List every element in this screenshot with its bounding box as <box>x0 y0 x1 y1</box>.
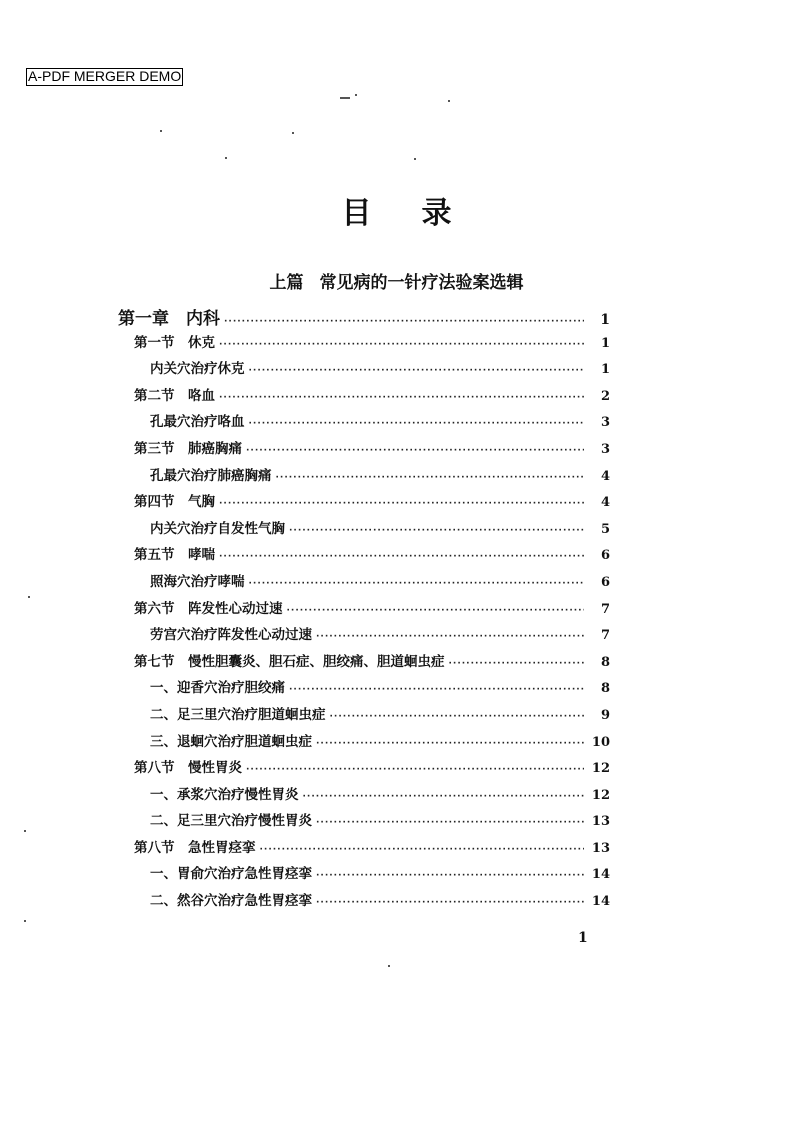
toc-entry-subsection[interactable] <box>118 623 610 650</box>
toc-entry-text: 内关穴治疗自发性气胸 <box>150 520 285 537</box>
toc-entry-section[interactable] <box>118 437 610 464</box>
toc-page-number: 5 <box>600 521 610 537</box>
toc-page-number: 14 <box>591 867 610 883</box>
toc-page-number: 7 <box>600 601 610 617</box>
toc-entry-subsection[interactable] <box>118 862 610 889</box>
toc-page-number: 12 <box>591 787 610 803</box>
toc-entry-text: 孔最穴治疗肺癌胸痛 <box>150 467 272 484</box>
toc-entry-text: 二、然谷穴治疗急性胃痉挛 <box>150 893 312 910</box>
toc-entry-subsection[interactable] <box>118 730 610 757</box>
toc-entry-section[interactable] <box>118 331 610 358</box>
toc-entry-subsection[interactable] <box>118 464 610 491</box>
toc-page-number: 3 <box>600 441 610 457</box>
toc-entry-text: 三、退蛔穴治疗胆道蛔虫症 <box>150 733 312 750</box>
toc-page-number: 9 <box>600 707 610 723</box>
dot-leader <box>316 898 584 908</box>
dot-leader <box>330 712 585 722</box>
toc-page-number: 13 <box>591 840 610 856</box>
scan-speck <box>28 596 30 598</box>
toc-entry-subsection[interactable] <box>118 703 610 730</box>
page-number: 1 <box>578 930 588 946</box>
dot-leader <box>249 579 585 589</box>
toc-page-number: 7 <box>600 628 610 644</box>
toc-page-number: 1 <box>600 335 610 351</box>
toc-page-number: 1 <box>600 312 610 328</box>
dot-leader <box>224 317 584 327</box>
scan-speck <box>388 965 390 967</box>
title-char: 目 <box>341 196 422 231</box>
toc-entry-section[interactable] <box>118 836 610 863</box>
scan-speck <box>414 158 416 160</box>
dot-leader <box>219 552 584 562</box>
toc-entry-text: 劳宫穴治疗阵发性心动过速 <box>150 627 312 644</box>
toc-entry-subsection[interactable] <box>118 889 610 916</box>
toc-page-number: 1 <box>600 362 610 378</box>
part-label: 上篇 <box>269 273 304 293</box>
title-char: 录 <box>421 196 502 231</box>
page-title <box>0 188 793 232</box>
toc-entry-section[interactable] <box>118 490 610 517</box>
toc-entry-text: 第六节 阵发性心动过速 <box>134 600 283 617</box>
table-of-contents <box>118 304 610 916</box>
scan-speck <box>448 100 450 102</box>
toc-page-number: 6 <box>600 548 610 564</box>
toc-entry-section[interactable] <box>118 756 610 783</box>
toc-page-number: 8 <box>600 654 610 670</box>
scan-speck <box>355 94 357 96</box>
toc-entry-text: 第三节 肺癌胸痛 <box>134 440 242 457</box>
toc-entry-section[interactable] <box>118 543 610 570</box>
dot-leader <box>219 393 584 403</box>
dot-leader <box>303 792 585 802</box>
toc-entry-text: 第七节 慢性胆囊炎、胆石症、胆绞痛、胆道蛔虫症 <box>134 653 445 670</box>
toc-page-number: 12 <box>591 761 610 777</box>
toc-entry-text: 一、胃俞穴治疗急性胃痉挛 <box>150 866 312 883</box>
toc-entry-section[interactable] <box>118 650 610 677</box>
dot-leader <box>276 473 585 483</box>
scan-speck <box>160 130 162 132</box>
toc-entry-text: 第二节 咯血 <box>134 387 215 404</box>
toc-entry-text: 第四节 气胸 <box>134 494 215 511</box>
toc-entry-text: 一、承浆穴治疗慢性胃炎 <box>150 786 299 803</box>
toc-entry-text: 第一章 内科 <box>118 309 220 329</box>
toc-entry-subsection[interactable] <box>118 570 610 597</box>
toc-entry-subsection[interactable] <box>118 517 610 544</box>
scan-speck <box>225 157 227 159</box>
toc-entry-subsection[interactable] <box>118 783 610 810</box>
dot-leader <box>287 606 585 616</box>
toc-page-number: 6 <box>600 574 610 590</box>
dot-leader <box>249 419 585 429</box>
dot-leader <box>289 685 584 695</box>
dot-leader <box>289 526 584 536</box>
toc-entry-text: 一、迎香穴治疗胆绞痛 <box>150 680 285 697</box>
part-heading <box>0 268 793 293</box>
toc-entry-chapter[interactable] <box>118 304 610 331</box>
toc-entry-text: 第八节 慢性胃炎 <box>134 760 242 777</box>
toc-page-number: 4 <box>600 468 610 484</box>
dot-leader <box>316 632 584 642</box>
scan-speck <box>24 920 26 922</box>
dot-leader <box>249 366 585 376</box>
toc-entry-subsection[interactable] <box>118 357 610 384</box>
dot-leader <box>449 659 585 669</box>
toc-entry-text: 内关穴治疗休克 <box>150 361 245 378</box>
toc-entry-text: 二、足三里穴治疗慢性胃炎 <box>150 813 312 830</box>
scan-speck <box>340 97 350 99</box>
dot-leader <box>219 499 584 509</box>
toc-entry-text: 第五节 哮喘 <box>134 547 215 564</box>
scan-speck <box>24 830 26 832</box>
dot-leader <box>246 446 584 456</box>
toc-entry-subsection[interactable] <box>118 676 610 703</box>
toc-page-number: 3 <box>600 415 610 431</box>
toc-page-number: 2 <box>600 388 610 404</box>
toc-entry-text: 第一节 休克 <box>134 334 215 351</box>
toc-page-number: 4 <box>600 495 610 511</box>
toc-entry-text: 孔最穴治疗咯血 <box>150 414 245 431</box>
part-title: 常见病的一针疗法验案选辑 <box>319 273 524 293</box>
watermark-label: A-PDF MERGER DEMO <box>28 68 182 84</box>
dot-leader <box>316 818 584 828</box>
toc-entry-text: 第八节 急性胃痉挛 <box>134 839 256 856</box>
toc-page-number: 14 <box>591 894 610 910</box>
dot-leader <box>260 845 585 855</box>
toc-entry-section[interactable] <box>118 597 610 624</box>
toc-entry-text: 二、足三里穴治疗胆道蛔虫症 <box>150 706 326 723</box>
toc-entry-subsection[interactable] <box>118 410 610 437</box>
toc-page-number: 13 <box>591 814 610 830</box>
dot-leader <box>246 765 584 775</box>
toc-page-number: 10 <box>591 734 610 750</box>
dot-leader <box>219 340 584 350</box>
toc-entry-text: 照海穴治疗哮喘 <box>150 573 245 590</box>
dot-leader <box>316 739 584 749</box>
toc-entry-subsection[interactable] <box>118 809 610 836</box>
toc-page-number: 8 <box>600 681 610 697</box>
dot-leader <box>316 871 584 881</box>
scan-speck <box>292 132 294 134</box>
toc-entry-section[interactable] <box>118 384 610 411</box>
